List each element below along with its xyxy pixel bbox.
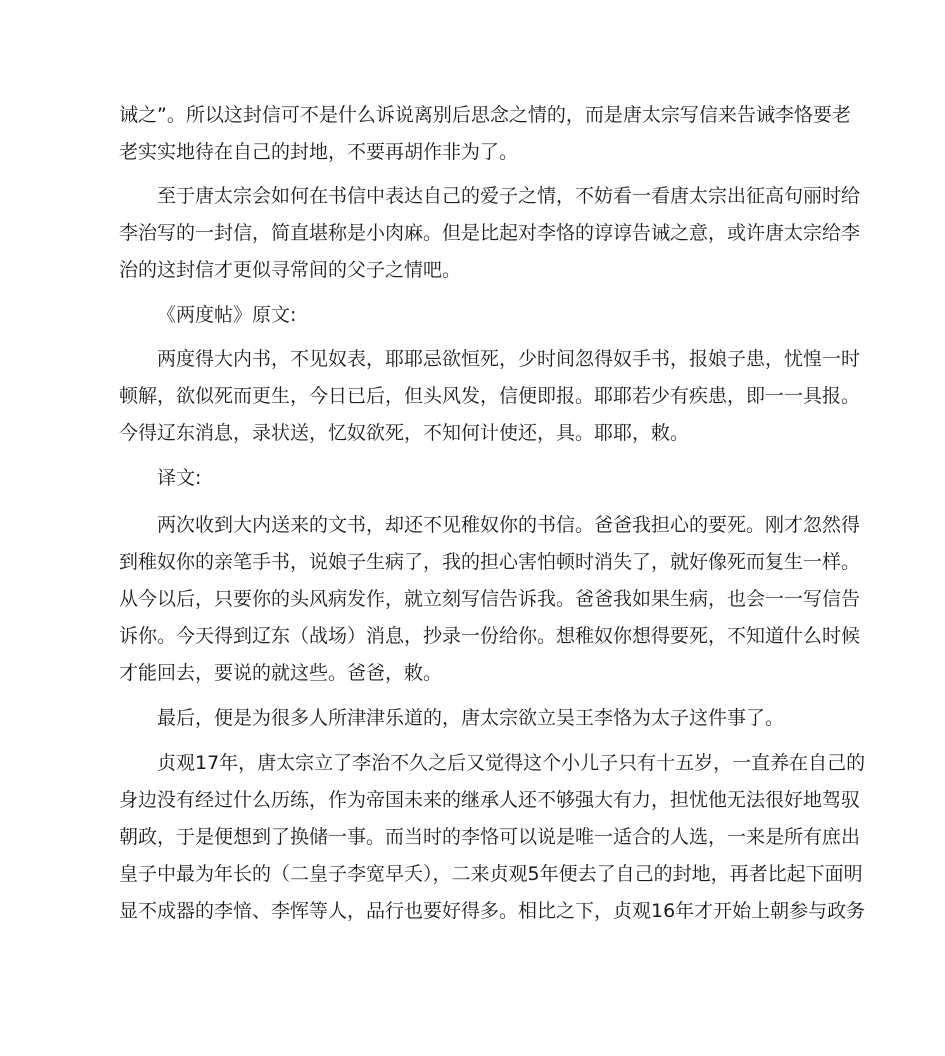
text-line: 最后，便是为很多人所津津乐道的，唐太宗欲立吴王李恪为太子这件事了。 [157,707,785,729]
text-line: 贞观17年，唐太宗立了李治不久之后又觉得这个小儿子只有十五岁，一直养在自己的 [157,752,866,774]
text-line: 今得辽东消息，录状送，忆奴欲死，不知何计使还，具。耶耶，敕。 [119,422,690,444]
paragraph-2 [119,178,861,289]
text-line: 身边没有经过什么历练，作为帝国未来的继承人还不够强大有力，担忧他无法很好地驾驭 [119,789,861,811]
text-line: 显不成器的李愔、李恽等人，品行也要好得多。相比之下，贞观16年才开始上朝参与政务 [119,900,866,922]
text-line: 顿解，欲似死而更生，今日已后，但头风发，信便即报。耶耶若少有疾患，即一一具报。 [119,385,861,407]
text-line: 朝政，于是便想到了换储一事。而当时的李恪可以说是唯一适合的人选，一来是所有庶出 [119,826,861,848]
text-line: 到稚奴你的亲笔手书，说娘子生病了，我的担心害怕顿时消失了，就好像死而复生一样。 [119,551,861,573]
text-line: 《两度帖》原文: [157,304,297,326]
text-line: 从今以后，只要你的头风病发作，就立刻写信告诉我。爸爸我如果生病，也会一一写信告 [119,588,861,610]
text-line: 才能回去，要说的就这些。爸爸，敕。 [119,662,443,684]
paragraph-7 [119,700,831,737]
text-line: 李治写的一封信，简直堪称是小肉麻。但是比起对李恪的谆谆告诫之意，或许唐太宗给李 [119,222,861,244]
text-line: 老实实地待在自己的封地，不要再胡作非为了。 [119,141,519,163]
text-line: 治的这封信才更似寻常间的父子之情吧。 [119,259,462,281]
text-line: 诉你。今天得到辽东（战场）消息，抄录一份给你。想稚奴你想得要死，不知道什么时候 [119,625,861,647]
paragraph-heading-original [119,297,831,334]
paragraph-1 [119,97,851,171]
text-line: 译文: [157,467,202,489]
paragraph-original-text [119,341,861,452]
text-line: 皇子中最为年长的（二皇子李宽早夭），二来贞观5年便去了自己的封地，再者比起下面明 [119,863,863,885]
paragraph-translation [119,507,861,692]
paragraph-8 [119,745,866,930]
text-line: 至于唐太宗会如何在书信中表达自己的爱子之情，不妨看一看唐太宗出征高句丽时给 [157,185,861,207]
text-line: 两次收到大内送来的文书，却还不见稚奴你的书信。爸爸我担心的要死。刚才忽然得 [157,514,861,536]
text-line: 两度得大内书，不见奴表，耶耶忌欲恒死，少时间忽得奴手书，报娘子患，忧惶一时 [157,348,861,370]
paragraph-heading-translation [119,460,831,497]
text-line: 诫之”。所以这封信可不是什么诉说离别后思念之情的，而是唐太宗写信来告诫李恪要老 [119,104,851,126]
